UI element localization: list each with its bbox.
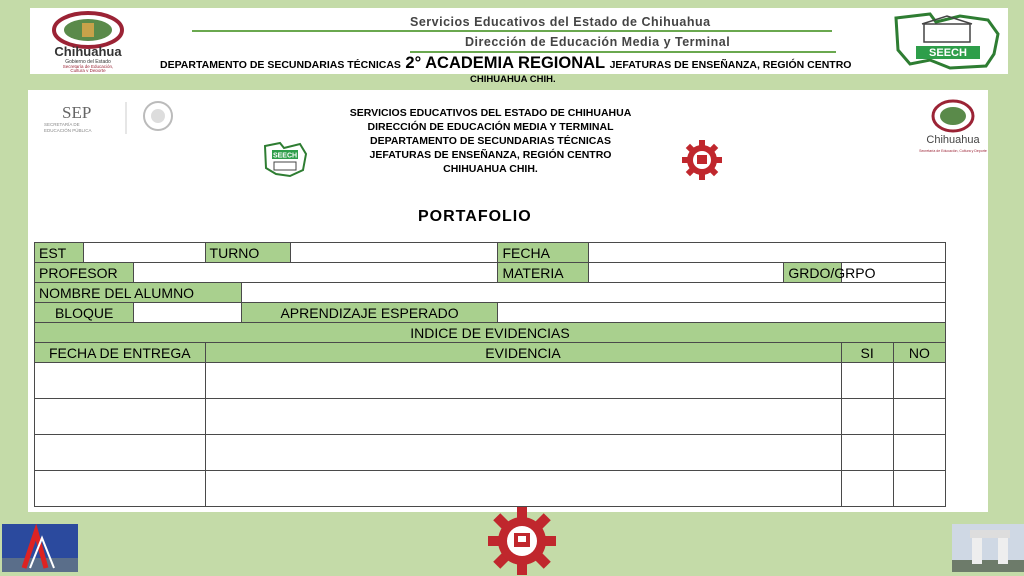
turno-input[interactable] bbox=[290, 243, 498, 263]
logo-sub: Gobierno del Estado bbox=[65, 59, 111, 65]
chihuahua-logo-right bbox=[918, 98, 988, 160]
seech-label: SEECH bbox=[929, 47, 967, 59]
est-label: EST bbox=[35, 243, 84, 263]
chih-right-text: Chihuahua bbox=[926, 134, 980, 146]
aprendizaje-label: APRENDIZAJE ESPERADO bbox=[241, 303, 498, 323]
logo-name: Chihuahua bbox=[54, 44, 122, 59]
col-fecha-entrega: FECHA DE ENTREGA bbox=[35, 343, 206, 363]
green-divider-line-2 bbox=[410, 51, 836, 53]
logo-sub2: Secretaría de Educación, bbox=[62, 64, 114, 69]
arch-photo-right bbox=[952, 524, 1024, 572]
seech-small-logo bbox=[262, 140, 308, 178]
sep-text: SEP bbox=[62, 103, 92, 122]
indice-header: INDICE DE EVIDENCIAS bbox=[35, 323, 946, 343]
header-line-2: DIRECCIÓN DE EDUCACIÓN MEDIA Y TERMINAL bbox=[367, 121, 614, 133]
banner-city: CHIHUAHUA CHIH. bbox=[470, 74, 556, 85]
fecha-input[interactable] bbox=[588, 243, 945, 263]
bloque-label: BLOQUE bbox=[35, 303, 134, 323]
sep-sub1: SECRETARÍA DE bbox=[44, 122, 80, 127]
aprendizaje-input[interactable] bbox=[498, 303, 946, 323]
document-header bbox=[298, 106, 683, 176]
form-row-alumno bbox=[35, 283, 946, 303]
evidence-header-row bbox=[35, 343, 946, 363]
technical-gear-logo bbox=[679, 140, 725, 180]
evidence-no-cell[interactable] bbox=[893, 471, 945, 507]
regional-banner bbox=[160, 54, 920, 73]
profesor-label: PROFESOR bbox=[35, 263, 134, 283]
form-row-profesor bbox=[35, 263, 946, 283]
evidence-si-cell[interactable] bbox=[841, 363, 893, 399]
col-si: SI bbox=[841, 343, 893, 363]
evidence-si-cell[interactable] bbox=[841, 435, 893, 471]
evidence-cell[interactable] bbox=[205, 435, 841, 471]
col-evidencia: EVIDENCIA bbox=[205, 343, 841, 363]
materia-label: MATERIA bbox=[498, 263, 588, 283]
header-line-1: SERVICIOS EDUCATIVOS DEL ESTADO DE CHIHUAHUA bbox=[349, 107, 632, 119]
monument-photo-left bbox=[2, 524, 78, 572]
evidence-date-cell[interactable] bbox=[35, 471, 206, 507]
form-row-indice bbox=[35, 323, 946, 343]
logo-sub3: Cultura y Deporte bbox=[70, 68, 106, 72]
seech-small-label: SEECH bbox=[272, 152, 298, 160]
form-row-bloque bbox=[35, 303, 946, 323]
evidence-si-cell[interactable] bbox=[841, 399, 893, 435]
col-no: NO bbox=[893, 343, 945, 363]
banner-main: 2° ACADEMIA REGIONAL bbox=[405, 54, 606, 72]
sep-sub2: EDUCACIÓN PÚBLICA bbox=[44, 128, 92, 133]
chih-right-sub: Secretaría de Educación, Cultura y Deporte bbox=[919, 149, 987, 153]
evidence-row bbox=[35, 471, 946, 507]
alumno-label: NOMBRE DEL ALUMNO bbox=[35, 283, 242, 303]
banner-suffix: JEFATURAS DE ENSEÑANZA, REGIÓN CENTRO bbox=[609, 59, 852, 71]
turno-label: TURNO bbox=[205, 243, 290, 263]
sep-logo bbox=[34, 98, 184, 138]
form-row-est bbox=[35, 243, 946, 263]
header-line-3: DEPARTAMENTO DE SECUNDARIAS TÉCNICAS bbox=[370, 135, 611, 147]
evidence-cell[interactable] bbox=[205, 399, 841, 435]
green-divider-line bbox=[192, 30, 832, 32]
banner-prefix: DEPARTAMENTO DE SECUNDARIAS TÉCNICAS bbox=[160, 59, 401, 71]
evidence-date-cell[interactable] bbox=[35, 399, 206, 435]
evidence-date-cell[interactable] bbox=[35, 363, 206, 399]
alumno-input[interactable] bbox=[241, 283, 945, 303]
fecha-label: FECHA bbox=[498, 243, 588, 263]
evidence-row bbox=[35, 363, 946, 399]
evidence-no-cell[interactable] bbox=[893, 363, 945, 399]
grdo-label: GRDO/GRPO bbox=[784, 263, 841, 283]
evidence-row bbox=[35, 399, 946, 435]
profesor-input[interactable] bbox=[134, 263, 498, 283]
document-title: PORTAFOLIO bbox=[418, 208, 532, 225]
portfolio-form-table bbox=[34, 242, 946, 507]
evidence-si-cell[interactable] bbox=[841, 471, 893, 507]
header-line-5: CHIHUAHUA CHIH. bbox=[443, 163, 538, 175]
services-title: Servicios Educativos del Estado de Chihuahua bbox=[410, 15, 711, 29]
header-line-4: JEFATURAS DE ENSEÑANZA, REGIÓN CENTRO bbox=[369, 149, 612, 161]
evidence-date-cell[interactable] bbox=[35, 435, 206, 471]
est-input[interactable] bbox=[84, 243, 205, 263]
materia-input[interactable] bbox=[588, 263, 784, 283]
evidence-cell[interactable] bbox=[205, 471, 841, 507]
evidence-row bbox=[35, 435, 946, 471]
chihuahua-state-logo bbox=[34, 10, 142, 72]
portfolio-document bbox=[28, 90, 988, 512]
evidence-cell[interactable] bbox=[205, 363, 841, 399]
bloque-input[interactable] bbox=[134, 303, 241, 323]
direction-title: Dirección de Educación Media y Terminal bbox=[465, 35, 731, 49]
evidence-no-cell[interactable] bbox=[893, 399, 945, 435]
evidence-no-cell[interactable] bbox=[893, 435, 945, 471]
technical-gear-logo-bottom bbox=[487, 506, 557, 576]
